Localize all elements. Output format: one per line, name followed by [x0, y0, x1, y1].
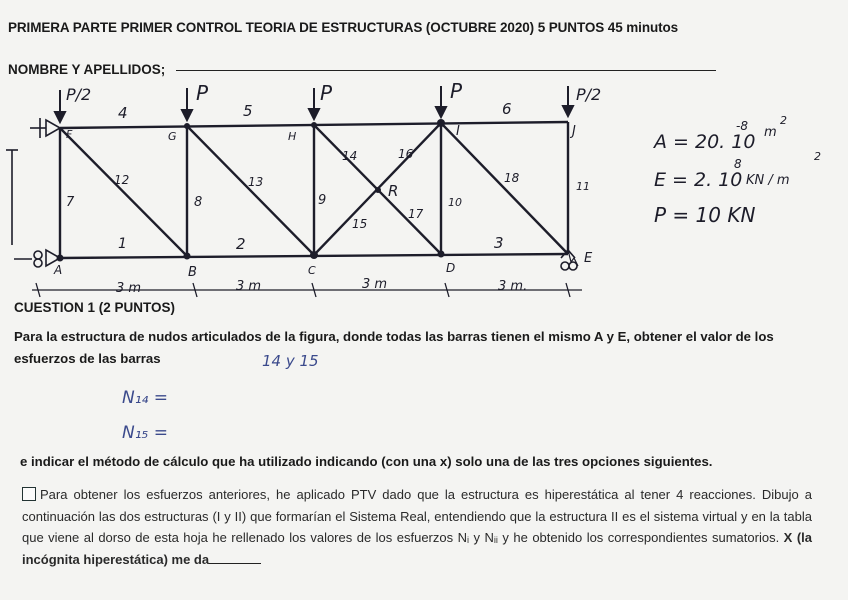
bar-number: 2	[236, 235, 246, 253]
area-exp: -8	[736, 119, 748, 133]
bar-number: 16	[398, 147, 414, 161]
bar-13-line	[187, 126, 314, 255]
bar-number: 12	[114, 173, 130, 187]
n14-answer[interactable]: N₁₄ =	[122, 388, 168, 408]
load-label: P/2	[66, 85, 92, 104]
node-label-f: F	[66, 128, 73, 141]
handwritten-bars: 14 y 15	[262, 352, 319, 370]
node-h	[311, 122, 317, 128]
load-value: P = 10 KN	[654, 203, 756, 227]
bar-18-line	[441, 123, 568, 254]
bar-number: 5	[243, 102, 253, 120]
node-r	[375, 187, 381, 193]
span-label: 3 m	[236, 279, 262, 294]
load-label: P/2	[576, 85, 602, 104]
bar-number: 18	[504, 171, 520, 185]
bar-number: 15	[352, 217, 368, 231]
truss-members	[60, 122, 568, 258]
bar-number: 13	[248, 175, 264, 189]
question-statement: Para la estructura de nudos articulados de la figura, donde todas las barras tienen el mismo A y E, obtener el valor de los esfuerzos de las barras	[14, 329, 774, 366]
span-label: 3 m	[116, 281, 142, 296]
node-label-h: H	[288, 130, 297, 143]
answer-blank[interactable]	[209, 563, 261, 564]
node-g	[184, 123, 190, 129]
option-ptv	[22, 484, 812, 570]
name-label: NOMBRE Y APELLIDOS;	[8, 62, 166, 77]
support-f-icon	[46, 120, 60, 136]
node-label-b: B	[188, 265, 197, 280]
node-label-a: A	[54, 263, 63, 277]
area-unit-exp: 2	[780, 114, 787, 127]
node-c	[310, 251, 318, 259]
bar-number: 17	[408, 207, 424, 221]
bar-number: 14	[342, 149, 358, 163]
node-label-c: C	[308, 264, 316, 277]
bar-number: 10	[448, 196, 462, 209]
node-label-d: D	[446, 261, 456, 275]
figure-labels	[53, 80, 821, 296]
modulus-value: E = 2. 10	[654, 169, 743, 191]
bar-number: 11	[576, 180, 590, 193]
method-prompt: e indicar el método de cálculo que ha utilizado indicando (con una x) solo una de las tres opciones siguientes.	[20, 454, 713, 469]
node-label-e: E	[584, 251, 593, 266]
bar-number: 8	[194, 195, 203, 210]
area-unit: m	[764, 125, 777, 140]
n15-answer[interactable]: N₁₅ =	[122, 423, 168, 443]
node-label-r: R	[388, 182, 399, 200]
option-checkbox[interactable]	[22, 487, 36, 501]
load-label: P	[196, 81, 209, 105]
span-label: 3 m.	[498, 279, 528, 294]
load-arrows	[55, 86, 573, 122]
node-b	[184, 253, 191, 260]
modulus-exp: 8	[734, 157, 742, 171]
bar-number: 7	[66, 195, 75, 210]
load-label: P	[450, 80, 463, 103]
load-label: P	[320, 81, 333, 105]
node-i	[437, 119, 445, 127]
node-label-g: G	[168, 130, 177, 143]
node-label-i: I	[456, 124, 460, 139]
node-label-j: J	[572, 124, 576, 139]
area-value: A = 20. 10	[654, 131, 756, 153]
option-bold-text: X (la incógnita hiperestática) me da	[22, 530, 812, 567]
page-title: PRIMERA PARTE PRIMER CONTROL TEORIA DE ESTRUCTURAS (OCTUBRE 2020) 5 PUNTOS 45 minutos	[8, 20, 679, 35]
node-d	[438, 251, 445, 258]
option-text: Para obtener los esfuerzos anteriores, he aplicado PTV dado que la estructura es hiperestática al tener 4 reacciones. Dibujo a continuación las dos estructuras (I y II) que formarían el Sistema Real, entendiendo que la estructura II es el sistema virtual y en la tabla que viene al dorso de esta hoja he rellenado los valores de los esfuerzos Nᵢ y Nᵢᵢ y he obtenido los correspondientes sumatorios.	[22, 487, 812, 545]
bar-number: 6	[502, 100, 512, 118]
bar-number: 4	[118, 104, 128, 122]
span-label: 3 m	[362, 277, 388, 292]
modulus-unit: KN / m	[746, 173, 790, 188]
bar-number: 9	[318, 193, 327, 208]
truss-figure	[0, 80, 848, 310]
bar-number: 1	[118, 236, 127, 252]
name-field-line[interactable]	[176, 70, 716, 71]
modulus-unit-exp: 2	[814, 150, 821, 163]
question-heading: CUESTION 1 (2 PUNTOS)	[14, 300, 176, 315]
bar-number: 3	[494, 234, 504, 252]
